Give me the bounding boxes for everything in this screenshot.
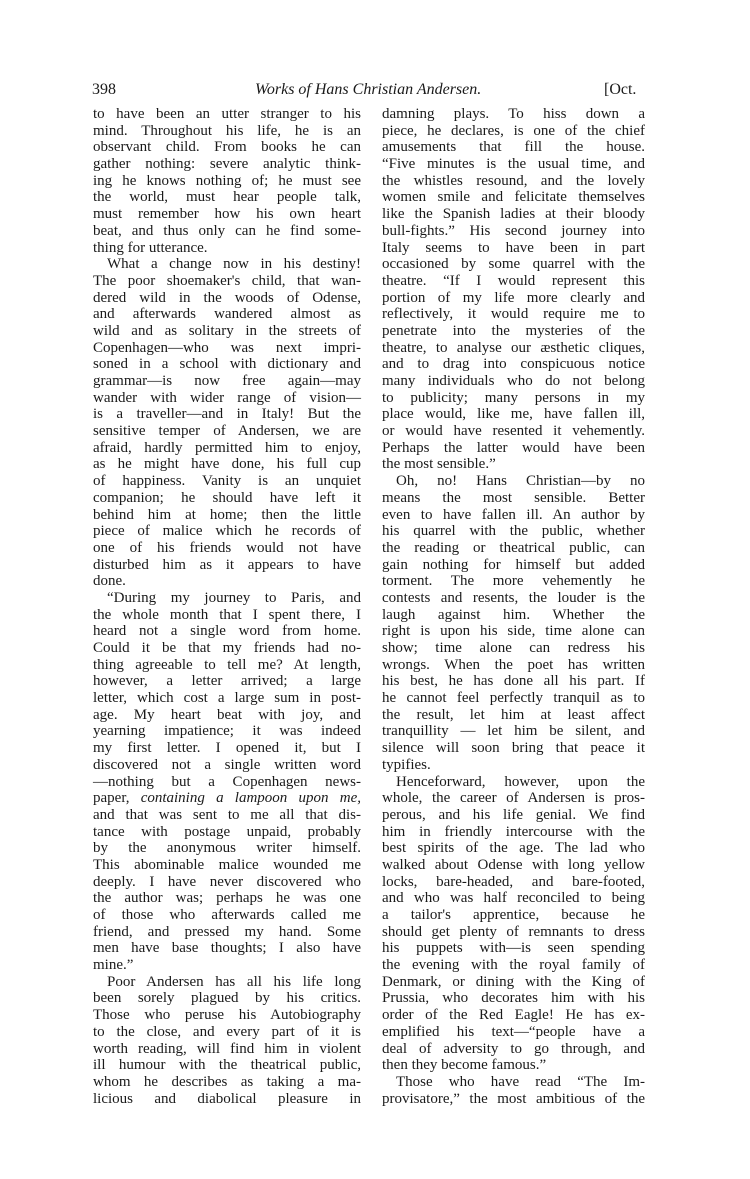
text-line <box>382 173 645 190</box>
line-text: theatre. “If I would represent this <box>382 272 645 289</box>
line-text: the most sensible.” <box>382 456 496 473</box>
text-line <box>382 907 645 924</box>
text-line <box>382 473 645 490</box>
line-text: and to drag into conspicuous notice <box>382 356 645 373</box>
line-text: him in friendly intercourse with the <box>382 823 645 840</box>
text-line <box>93 473 361 490</box>
line-text: Prussia, who decorates him with his <box>382 990 645 1007</box>
text-line <box>93 406 361 423</box>
line-text: damning plays. To hiss down a <box>382 106 645 122</box>
line-text: tance with postage unpaid, probably <box>93 823 361 840</box>
line-text: right is upon his side, time alone can <box>382 623 645 640</box>
line-text: piece, he declares, is one of the chief <box>382 122 645 139</box>
line-text: order of the Red Eagle! He has ex- <box>382 1007 645 1024</box>
text-line <box>382 673 645 690</box>
text-line <box>382 490 645 507</box>
line-text: of happiness. Vanity is an unquiet <box>93 473 361 490</box>
text-line <box>93 757 361 774</box>
line-text: the reading or theatrical public, can <box>382 539 645 556</box>
line-text: and who was half reconciled to being <box>382 890 645 907</box>
line-text: the author was; perhaps he was one <box>93 890 361 907</box>
text-line <box>93 156 361 173</box>
running-title: Works of Hans Christian Andersen. <box>255 81 482 98</box>
issue-month: [Oct. <box>604 81 637 98</box>
text-line <box>382 740 645 757</box>
text-line <box>382 456 645 473</box>
text-line <box>93 557 361 574</box>
line-text: a tailor's apprentice, because he <box>382 907 645 923</box>
text-line <box>382 373 645 390</box>
text-line <box>93 774 361 791</box>
line-text: his puppets with—is seen spending <box>382 940 645 957</box>
line-text: worth reading, will find him in violent <box>93 1040 361 1057</box>
text-line <box>382 557 645 574</box>
text-line <box>93 189 361 206</box>
text-line <box>93 590 361 607</box>
line-text: done. <box>93 573 126 590</box>
line-text: the whistles resound, and the lovely <box>382 172 645 189</box>
line-text: women smile and felicitate themselves <box>382 189 645 206</box>
line-text: Those who peruse his Autobiography <box>93 1007 361 1024</box>
line-text: discovered not a single written word <box>93 756 361 773</box>
text-line <box>93 857 361 874</box>
line-text: typifies. <box>382 756 431 773</box>
text-line <box>93 306 361 323</box>
text-line <box>382 890 645 907</box>
line-text: one of his friends would not have <box>93 539 361 556</box>
text-line <box>382 189 645 206</box>
line-text: place would, like me, have fallen ill, <box>382 406 645 423</box>
text-line <box>382 423 645 440</box>
text-line <box>382 240 645 257</box>
text-line <box>382 657 645 674</box>
line-text: deeply. I have never discovered who <box>93 873 361 890</box>
text-line <box>93 290 361 307</box>
line-text: mine.” <box>93 957 134 974</box>
line-text: his best, he has done all his part. If <box>382 673 645 690</box>
line-text: What a change now in his destiny! <box>107 256 361 273</box>
text-line <box>382 139 645 156</box>
text-line <box>382 857 645 874</box>
line-text: the whole month that I spent there, I <box>93 606 361 623</box>
line-text: ill humour with the theatrical public, <box>93 1057 361 1074</box>
line-text: perous, and his life genial. We find <box>382 806 645 823</box>
text-column-left <box>93 106 361 1107</box>
line-text: grammar—is now free again—may <box>93 373 361 389</box>
text-line <box>93 1091 361 1108</box>
text-line <box>382 607 645 624</box>
line-text: whole, the career of Andersen is pros- <box>382 790 645 807</box>
text-line <box>93 273 361 290</box>
line-text: piece of malice which he records of <box>93 523 361 540</box>
text-line <box>93 907 361 924</box>
line-text: by the anonymous writer himself. <box>93 840 361 857</box>
line-text: ing he knows nothing of; he must see <box>93 172 361 189</box>
text-line <box>93 740 361 757</box>
line-text: wild and as solitary in the streets of <box>93 322 361 339</box>
line-text: wander with wider range of vision— <box>93 389 361 406</box>
text-line <box>93 1024 361 1041</box>
line-text: theatre, to analyse our æsthetic cliques, <box>382 339 645 356</box>
line-text: like the Spanish ladies at their bloody <box>382 206 645 223</box>
text-line <box>93 390 361 407</box>
line-text: whom he describes as taking a ma- <box>93 1073 361 1090</box>
text-line <box>93 490 361 507</box>
text-line <box>93 924 361 941</box>
line-text: portion of my life more clearly and <box>382 289 645 306</box>
line-text: sensitive temper of Andersen, we are <box>93 423 361 440</box>
text-line <box>382 974 645 991</box>
line-text: “During my journey to Paris, and <box>107 589 361 606</box>
line-text: —nothing but a Copenhagen news- <box>93 773 361 790</box>
line-text: many individuals who do not belong <box>382 373 645 389</box>
text-line <box>93 623 361 640</box>
line-text: contests and resents, the louder is the <box>382 589 645 606</box>
text-line <box>382 573 645 590</box>
text-line <box>93 890 361 907</box>
text-line <box>93 106 361 123</box>
line-text: Perhaps the latter would have been <box>382 439 645 456</box>
line-text: Could it be that my friends had no- <box>93 640 361 656</box>
line-text: wrongs. When the poet has written <box>382 656 645 673</box>
line-text: show; time alone can redress his <box>382 640 645 656</box>
text-line <box>382 156 645 173</box>
line-text: locks, bare-headed, and bare-footed, <box>382 873 645 890</box>
text-line <box>93 1007 361 1024</box>
text-line <box>382 774 645 791</box>
line-text: silence will soon bring that peace it <box>382 740 645 757</box>
line-text: heard not a single word from home. <box>93 623 361 640</box>
text-line <box>93 657 361 674</box>
text-line <box>93 323 361 340</box>
line-text: is a traveller—and in Italy! But the <box>93 406 361 423</box>
text-line <box>93 540 361 557</box>
line-text: Copenhagen—who was next impri- <box>93 339 361 356</box>
text-line <box>93 523 361 540</box>
text-line <box>382 757 645 774</box>
line-text: licious and diabolical pleasure in <box>93 1090 361 1107</box>
line-text: bull-fights.” His second journey into <box>382 222 645 239</box>
text-line <box>93 790 361 807</box>
text-line <box>382 874 645 891</box>
text-line <box>382 640 645 657</box>
line-text: beat, and thus only can he find some- <box>93 222 361 239</box>
line-text: Those who have read “The Im- <box>396 1073 645 1090</box>
text-line <box>382 690 645 707</box>
line-text: soned in a school with dictionary and <box>93 356 361 373</box>
line-text: to the close, and every part of it is <box>93 1023 361 1040</box>
text-line <box>93 690 361 707</box>
line-text: to have been an utter stranger to his <box>93 106 361 122</box>
text-line <box>93 340 361 357</box>
line-text: been sorely plagued by his critics. <box>93 990 361 1007</box>
line-text: behind him at home; then the little <box>93 506 361 523</box>
text-line <box>93 173 361 190</box>
text-line <box>382 707 645 724</box>
text-line <box>382 356 645 373</box>
line-text: gather nothing: severe analytic think- <box>93 156 361 173</box>
line-text: the world, must hear people talk, <box>93 189 361 206</box>
text-line <box>382 1074 645 1091</box>
line-text: letter, which cost a large sum in post- <box>93 690 361 707</box>
line-text: thing agreeable to tell me? At length, <box>93 656 361 673</box>
text-line <box>382 540 645 557</box>
line-text: means the most sensible. Better <box>382 489 645 506</box>
text-line <box>93 990 361 1007</box>
text-column-right <box>382 106 645 1107</box>
line-text: paper, <box>93 790 141 807</box>
text-line <box>93 456 361 473</box>
line-text: The poor shoemaker's child, that wan- <box>93 272 361 289</box>
text-line <box>382 306 645 323</box>
line-text: however, a letter arrived; a large <box>93 673 361 690</box>
text-line <box>93 957 361 974</box>
text-line <box>382 406 645 423</box>
line-text: dered wild in the woods of Odense, <box>93 289 361 306</box>
text-line <box>382 507 645 524</box>
line-text: walked about Odense with long yellow <box>382 856 645 873</box>
line-text: best spirits of the age. The lad who <box>382 840 645 857</box>
line-text: he cannot feel perfectly tranquil as to <box>382 690 645 707</box>
line-text: This abominable malice wounded me <box>93 856 361 873</box>
text-line <box>93 223 361 240</box>
text-line <box>382 723 645 740</box>
text-line <box>382 623 645 640</box>
text-line <box>93 423 361 440</box>
text-line <box>382 790 645 807</box>
line-text: emplified his text—“people have a <box>382 1023 645 1040</box>
text-line <box>93 573 361 590</box>
text-line <box>93 373 361 390</box>
line-text: my first letter. I opened it, but I <box>93 740 361 757</box>
text-line <box>382 256 645 273</box>
line-text: men have base thoughts; I also have <box>93 940 361 957</box>
text-line <box>382 1041 645 1058</box>
line-text: observant child. From books he can <box>93 139 361 156</box>
text-line <box>382 957 645 974</box>
line-text: and afterwards wandered almost as <box>93 306 361 323</box>
text-line <box>382 1024 645 1041</box>
text-line <box>93 123 361 140</box>
line-text: afraid, hardly permitted him to enjoy, <box>93 439 361 456</box>
text-line <box>382 340 645 357</box>
line-text: provisatore,” the most ambitious of the <box>382 1090 645 1107</box>
text-line <box>93 139 361 156</box>
text-line <box>93 807 361 824</box>
line-text: tranquillity — let him be silent, and <box>382 723 645 740</box>
text-line <box>93 673 361 690</box>
line-text: to publicity; many persons in my <box>382 389 645 406</box>
text-line <box>382 273 645 290</box>
page-number: 398 <box>92 81 116 98</box>
text-line <box>382 824 645 841</box>
line-text: Italy seems to have been in part <box>382 239 645 256</box>
line-text: the result, let him at least affect <box>382 706 645 723</box>
line-text: gain nothing for himself but added <box>382 556 645 573</box>
text-line <box>382 990 645 1007</box>
text-line <box>382 590 645 607</box>
text-line <box>93 707 361 724</box>
line-text: laugh against him. Whether the <box>382 606 645 623</box>
line-text: disturbed him as it appears to have <box>93 556 361 573</box>
line-text: penetrate into the mysteries of the <box>382 322 645 339</box>
text-line <box>382 323 645 340</box>
line-text: his quarrel with the public, whether <box>382 523 645 540</box>
line-text: should get plenty of remnants to dress <box>382 923 645 940</box>
line-text: companion; he should have left it <box>93 489 361 506</box>
text-line <box>382 523 645 540</box>
text-line <box>382 290 645 307</box>
text-line <box>382 390 645 407</box>
text-line <box>93 723 361 740</box>
text-line <box>93 206 361 223</box>
line-text: thing for utterance. <box>93 239 208 256</box>
line-text: of those who afterwards called me <box>93 907 361 923</box>
text-line <box>93 840 361 857</box>
line-text: yearning impatience; it was indeed <box>93 723 361 740</box>
line-text: or would have resented it vehemently. <box>382 423 645 440</box>
line-text: deal of adversity to go through, and <box>382 1040 645 1057</box>
text-line <box>382 840 645 857</box>
text-line <box>93 440 361 457</box>
line-text: mind. Throughout his life, he is an <box>93 122 361 139</box>
line-text: Henceforward, however, upon the <box>396 773 645 790</box>
text-line <box>93 874 361 891</box>
line-text: even to have fallen ill. An author by <box>382 506 645 523</box>
text-line <box>93 974 361 991</box>
text-line <box>93 240 361 257</box>
text-line <box>93 1057 361 1074</box>
line-text: amusements that fill the house. <box>382 139 645 156</box>
line-text: Oh, no! Hans Christian—by no <box>396 473 645 490</box>
text-line <box>93 256 361 273</box>
text-line <box>382 1091 645 1108</box>
text-line <box>382 106 645 123</box>
text-line <box>382 123 645 140</box>
text-line <box>93 356 361 373</box>
line-text: Denmark, or dining with the King of <box>382 973 645 990</box>
text-line <box>382 807 645 824</box>
line-text: must remember how his own heart <box>93 206 361 223</box>
text-line <box>93 507 361 524</box>
text-line <box>93 1041 361 1058</box>
line-text: and that was sent to me all that dis- <box>93 806 361 823</box>
text-line <box>382 206 645 223</box>
line-text: the evening with the royal family of <box>382 957 645 974</box>
text-line <box>382 223 645 240</box>
line-text: “Five minutes is the usual time, and <box>382 156 645 173</box>
line-text: reflectively, it would require me to <box>382 306 645 323</box>
text-line <box>93 640 361 657</box>
text-line <box>382 940 645 957</box>
text-line <box>382 440 645 457</box>
line-text: Poor Andersen has all his life long <box>107 973 361 990</box>
line-text: as he might have done, his full cup <box>93 456 361 473</box>
text-line <box>382 1007 645 1024</box>
line-text: age. My heart beat with joy, and <box>93 706 361 723</box>
line-text: then they become famous.” <box>382 1057 547 1074</box>
line-text: occasioned by some quarrel with the <box>382 256 645 273</box>
text-line <box>93 824 361 841</box>
italic-text: containing a lampoon upon me, <box>140 790 361 807</box>
line-text: torment. The more vehemently he <box>382 573 645 590</box>
line-text: friend, and pressed my hand. Some <box>93 923 361 940</box>
text-line <box>93 1074 361 1091</box>
text-line <box>382 924 645 941</box>
text-line <box>93 940 361 957</box>
text-line <box>93 607 361 624</box>
text-line <box>382 1057 645 1074</box>
